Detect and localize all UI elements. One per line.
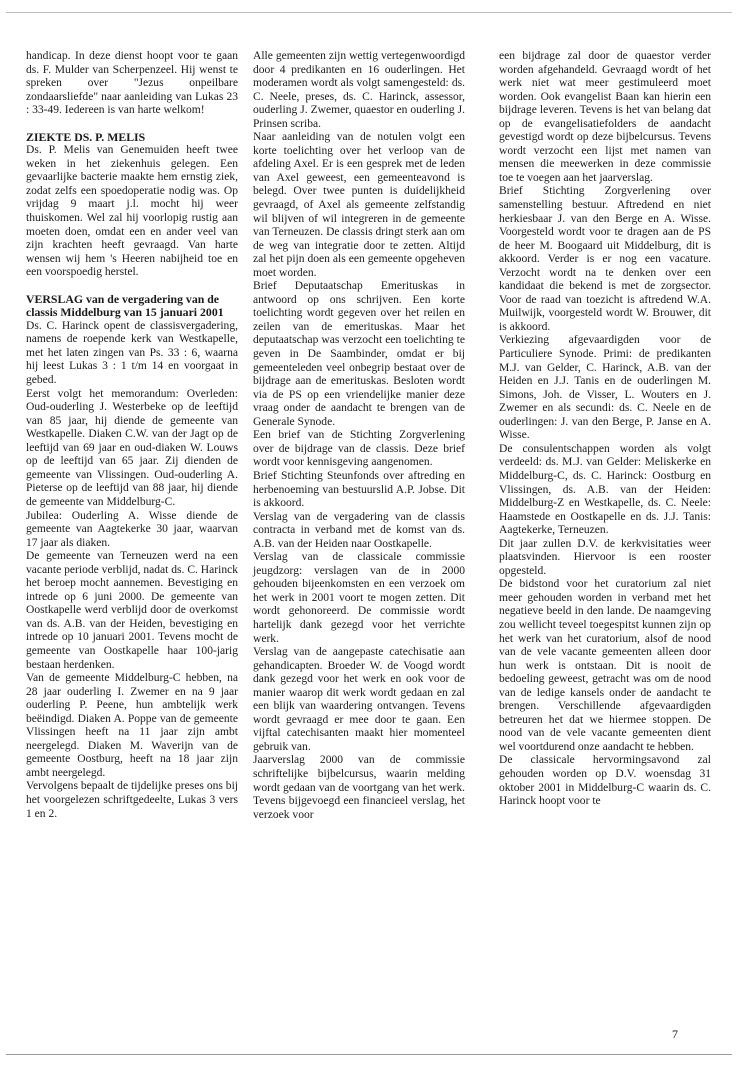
- column-1: [26, 50, 238, 821]
- paragraph: Een brief van de Stichting Zorgverlening over de bijdrage van de classis. Deze brief wordt voor kennisgeving aangenomen.: [253, 429, 465, 469]
- paragraph: Verslag van de classicale commissie jeugdzorg: verslagen van de in 2000 gehouden bijeenkomsten en een verzoek om het werk in 2001 voort te mogen zetten. Dit wordt gehonoreerd. De commissie wordt hartelijk dank gezegd voor het verrichte werk.: [253, 551, 465, 645]
- paragraph: Brief Stichting Steunfonds over aftreding en herbenoeming van bestuurslid A.P. Jobse. Dit is akkoord.: [253, 469, 465, 510]
- paragraph: Van de gemeente Middelburg-C hebben, na 28 jaar ouderling I. Zwemer en na 9 jaar ouderling P. Peene, hun ambtelijk werk beëindigd. Diaken A. Poppe van de gemeente Vlissingen heeft na 11 jaar zijn ambt neergelegd. Diaken M. Waverijn van de gemeente Oostburg, heeft na 18 jaar zijn ambt neergelegd.: [26, 672, 238, 779]
- paragraph: Verkiezing afgevaardigden voor de Particuliere Synode. Primi: de predikanten M.J. van Gelder, C. Harinck, A.B. van der Heiden en J.J. Tanis en de ouderlingen M. Simons, Joh. de Visser, L. Wouters en J. Zwemer en als secundi: ds. C. Neele en de ouderlingen: J. van den Berge, P. Janse en A. Wisse.: [499, 334, 711, 442]
- paragraph: Brief Deputaatschap Emerituskas in antwoord op ons schrijven. Een korte toelichting wordt gegeven over het reilen en zeilen van de emerituskas. Maar het deputaatschap was verzocht een toelichting te geven in De Saambinder, omdat er bij gemeenteleden veel onbegrip bestaat over de bijdrage aan de emerituskas. Besloten wordt via de PS op een vriendelijke manier deze vraag onder de aandacht te brengen van de Generale Synode.: [253, 280, 465, 428]
- column-2: [253, 50, 465, 822]
- paragraph: De gemeente van Terneuzen werd na een vacante periode verblijd, nadat ds. C. Harinck het beroep mocht aannemen. Bevestiging en intrede op 6 juni 2000. De gemeente van Oostkapelle werd verblijd door de overkomst van ds. A.B. van der Heiden, bevestiging en intrede op 10 januari 2001. Tevens mocht de gemeente van Oostkapelle haar 100-jarig bestaan herdenken.: [26, 550, 238, 671]
- paragraph: Eerst volgt het memorandum: Overleden: Oud-ouderling J. Westerbeke op de leeftijd van 85 jaar, hij diende de gemeente van Westkapelle. Diaken C.W. van der Jagt op de leeftijd van 69 jaar en oud-diaken W. Louws op de leeftijd van 65 jaar. Zij dienden de gemeente van Vlissingen. Oud-ouderling A. Pieterse op de leeftijd van 88 jaar, hij diende de gemeente van Middelburg-C.: [26, 387, 238, 508]
- column-3: [499, 50, 711, 809]
- paragraph: Ds. C. Harinck opent de classisvergadering, namens de roepende kerk van Westkapelle, met het laten zingen van Ps. 33 : 6, waarna hij leest Lukas 3 : 1 t/m 14 en voorgaat in gebed.: [26, 319, 238, 387]
- paragraph: Jaarverslag 2000 van de commissie schriftelijke bijbelcursus, waarin melding wordt gedaan van de voortgang van het werk. Tevens bijgevoegd een financieel verslag, het verzoek voor: [253, 754, 465, 821]
- paragraph-spacer: [26, 118, 238, 131]
- paragraph: Dit jaar zullen D.V. de kerkvisitaties weer plaatsvinden. Hiervoor is een rooster opgesteld.: [499, 537, 711, 577]
- paragraph: Verslag van de vergadering van de classis contracta in verband met de komst van ds. A.B. van der Heiden naar Oostkapelle.: [253, 510, 465, 550]
- paragraph: Naar aanleiding van de notulen volgt een korte toelichting over het verloop van de afdeling Axel. Er is een gesprek met de leden van Axel geweest, een gemeenteavond is belegd. Over twee punten is duidelijkheid gevraagd, of Axel als gemeente zelfstandig wil blijven of wil integreren in de gemeente van Terneuzen. De classis dringt sterk aan om de weg van integratie door te zetten. Altijd zal het pijn doen als een gemeente opgeheven moet worden.: [253, 131, 465, 279]
- page-top-rule: [6, 12, 732, 13]
- section-heading: VERSLAG van de vergadering van de classis Middelburg van 15 januari 2001: [26, 291, 224, 320]
- paragraph: Ds. P. Melis van Genemuiden heeft twee weken in het ziekenhuis gelegen. Een gevaarlijke bacterie maakte hem ernstig ziek, zodat zelfs een spoedoperatie nodig was. Op vrijdag 9 maart j.l. mocht hij weer thuiskomen. Wel zal hij voorlopig rustig aan moeten doen, omdat een en ander veel van zijn krachten heeft gevraagd. Van harte wensen wij hem 's Heeren nabijheid toe en een voorspoedig herstel.: [26, 144, 238, 279]
- paragraph: Alle gemeenten zijn wettig vertegenwoordigd door 4 predikanten en 16 ouderlingen. Het moderamen wordt als volgt samengesteld: ds. C. Neele, preses, ds. C. Harinck, assessor, ouderling J. Zwemer, quaestor en ouderling J. Prinsen scriba.: [253, 50, 465, 130]
- paragraph: Vervolgens bepaalt de tijdelijke preses ons bij het voorgelezen schriftgedeelte, Lukas 3 vers 1 en 2.: [26, 780, 238, 820]
- paragraph: Brief Stichting Zorgverlening over samenstelling bestuur. Aftredend en niet herkiesbaar J. van den Berge en A. Wisse. Voorgesteld wordt voor te dragen aan de PS de heer M. Boogaard uit Middelburg, dit is akkoord. Verder is er nog een vacature. Verzocht wordt na te denken over een kandidaat die bekend is met de zorgsector. Voor de raad van toezicht is aftredend W.A. Muilwijk, voorgesteld wordt W. Brouwer, dit is akkoord.: [499, 185, 711, 333]
- section-heading: ZIEKTE DS. P. MELIS: [26, 129, 146, 144]
- paragraph-spacer: [26, 280, 238, 293]
- page-number: 7: [672, 1027, 678, 1041]
- paragraph: De classicale hervormingsavond zal gehouden worden op D.V. woensdag 31 oktober 2001 in Middelburg-C waarin ds. C. Harinck hoopt voor te: [499, 754, 711, 808]
- paragraph: De bidstond voor het curatorium zal niet meer gehouden worden in verband met het negatieve beeld in den lande. De naamgeving zou wellicht teveel toegespitst kunnen zijn op het werk van het curatorium, alsof de nood van de vele vacante gemeenten alleen door hun werk is ontstaan. Dit is nooit de bedoeling geweest, getracht was om de nood van de ledige kansels onder de aandacht te brengen. Verschillende afgevaardigden betreuren het dat we hiermee stoppen. De nood van de vele vacante gemeenten dient wel voortdurend onze aandacht te hebben.: [499, 578, 711, 753]
- paragraph: De consulentschappen worden als volgt verdeeld: ds. M.J. van Gelder: Meliskerke en Middelburg-C, ds. C. Harinck: Oostburg en Vlissingen, ds. A.B. van der Heiden: Middelburg-Z en Westkapelle, ds. C. Neele: Haamstede en Oostkapelle en ds. J.J. Tanis: Aagtekerke, Terneuzen.: [499, 442, 711, 537]
- paragraph: handicap. In deze dienst hoopt voor te gaan ds. F. Mulder van Scherpenzeel. Hij wenst te spreken over "Jezus onpeilbare zondaarsliefde" naar aanleiding van Lukas 23 : 33-49. Iedereen is van harte welkom!: [26, 50, 238, 117]
- paragraph: een bijdrage zal door de quaestor verder worden afgehandeld. Gevraagd wordt of het werk niet wat meer gestimuleerd moet worden. Ook evangelist Baan kan hierin een bijdrage leveren. Tevens is het van belang dat op de evangelisatiefolders de aandacht gevestigd wordt op deze bijbelcursus. Tevens wordt verzocht een lijst met namen van mensen die meewerken in deze commissie toe te voegen aan het jaarverslag.: [499, 50, 711, 184]
- paragraph: Verslag van de aangepaste catechisatie aan gehandicapten. Broeder W. de Voogd wordt dank gezegd voor het werk en ook voor de manier waarop dit werk wordt gedaan en zal een blijk van waardering ontvangen. Tevens wordt gevraagd er mee door te gaan. Een vijftal catechisanten maakt hier momenteel gebruik van.: [253, 646, 465, 753]
- page-bottom-rule: [6, 1054, 732, 1055]
- paragraph: Jubilea: Ouderling A. Wisse diende de gemeente van Aagtekerke 30 jaar, waarvan 17 jaar als diaken.: [26, 509, 238, 549]
